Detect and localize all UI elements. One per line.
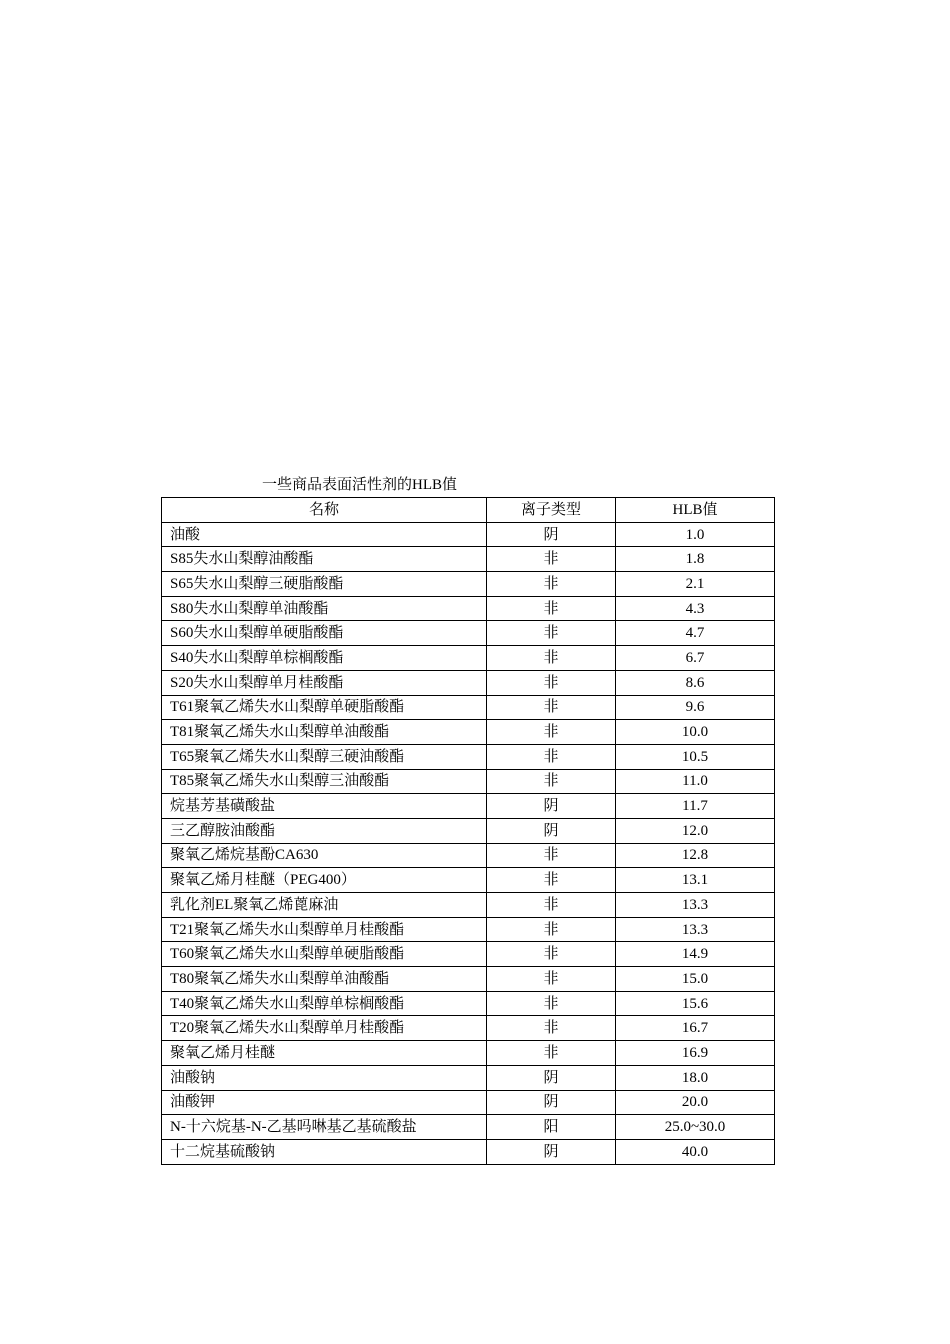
cell-name: 油酸 bbox=[162, 522, 487, 547]
cell-name: 聚氧乙烯月桂醚 bbox=[162, 1041, 487, 1066]
cell-ion-type: 非 bbox=[487, 893, 616, 918]
cell-name: T80聚氧乙烯失水山梨醇单油酸酯 bbox=[162, 967, 487, 992]
cell-name: 聚氧乙烯烷基酚CA630 bbox=[162, 843, 487, 868]
table-row bbox=[162, 967, 775, 992]
cell-ion-type: 阴 bbox=[487, 794, 616, 819]
cell-hlb-value: 11.0 bbox=[616, 769, 775, 794]
cell-name: 乳化剂EL聚氧乙烯蓖麻油 bbox=[162, 893, 487, 918]
cell-hlb-value: 40.0 bbox=[616, 1139, 775, 1164]
table-row bbox=[162, 1016, 775, 1041]
cell-hlb-value: 16.9 bbox=[616, 1041, 775, 1066]
cell-hlb-value: 1.0 bbox=[616, 522, 775, 547]
table-row bbox=[162, 1090, 775, 1115]
cell-ion-type: 非 bbox=[487, 967, 616, 992]
cell-hlb-value: 12.0 bbox=[616, 818, 775, 843]
cell-ion-type: 阴 bbox=[487, 522, 616, 547]
table-row bbox=[162, 868, 775, 893]
table-row bbox=[162, 1115, 775, 1140]
table-row bbox=[162, 769, 775, 794]
cell-hlb-value: 25.0~30.0 bbox=[616, 1115, 775, 1140]
cell-hlb-value: 14.9 bbox=[616, 942, 775, 967]
cell-hlb-value: 9.6 bbox=[616, 695, 775, 720]
cell-name: T85聚氧乙烯失水山梨醇三油酸酯 bbox=[162, 769, 487, 794]
cell-ion-type: 非 bbox=[487, 1016, 616, 1041]
cell-name: T40聚氧乙烯失水山梨醇单棕榈酸酯 bbox=[162, 991, 487, 1016]
cell-ion-type: 非 bbox=[487, 868, 616, 893]
table-row bbox=[162, 720, 775, 745]
cell-hlb-value: 6.7 bbox=[616, 646, 775, 671]
table-row bbox=[162, 794, 775, 819]
table-row bbox=[162, 670, 775, 695]
cell-ion-type: 非 bbox=[487, 769, 616, 794]
cell-ion-type: 非 bbox=[487, 572, 616, 597]
cell-ion-type: 非 bbox=[487, 744, 616, 769]
cell-hlb-value: 13.3 bbox=[616, 893, 775, 918]
cell-hlb-value: 8.6 bbox=[616, 670, 775, 695]
table-row bbox=[162, 1139, 775, 1164]
cell-ion-type: 阴 bbox=[487, 1139, 616, 1164]
table-header-row bbox=[162, 498, 775, 523]
cell-ion-type: 非 bbox=[487, 843, 616, 868]
header-ion-type: 离子类型 bbox=[487, 498, 616, 523]
cell-ion-type: 非 bbox=[487, 646, 616, 671]
table-row bbox=[162, 646, 775, 671]
table-row bbox=[162, 744, 775, 769]
cell-name: S85失水山梨醇油酸酯 bbox=[162, 547, 487, 572]
cell-hlb-value: 10.0 bbox=[616, 720, 775, 745]
cell-ion-type: 非 bbox=[487, 917, 616, 942]
cell-name: T65聚氧乙烯失水山梨醇三硬油酸酯 bbox=[162, 744, 487, 769]
cell-hlb-value: 18.0 bbox=[616, 1065, 775, 1090]
cell-ion-type: 非 bbox=[487, 695, 616, 720]
cell-hlb-value: 4.3 bbox=[616, 596, 775, 621]
cell-name: S80失水山梨醇单油酸酯 bbox=[162, 596, 487, 621]
cell-hlb-value: 20.0 bbox=[616, 1090, 775, 1115]
cell-hlb-value: 10.5 bbox=[616, 744, 775, 769]
cell-ion-type: 非 bbox=[487, 621, 616, 646]
cell-name: T60聚氧乙烯失水山梨醇单硬脂酸酯 bbox=[162, 942, 487, 967]
table-caption: 一些商品表面活性剂的HLB值 bbox=[262, 477, 458, 493]
cell-hlb-value: 1.8 bbox=[616, 547, 775, 572]
cell-name: N-十六烷基-N-乙基吗啉基乙基硫酸盐 bbox=[162, 1115, 487, 1140]
table-row bbox=[162, 843, 775, 868]
cell-name: S20失水山梨醇单月桂酸酯 bbox=[162, 670, 487, 695]
cell-name: S60失水山梨醇单硬脂酸酯 bbox=[162, 621, 487, 646]
cell-ion-type: 阴 bbox=[487, 1090, 616, 1115]
table-row bbox=[162, 1065, 775, 1090]
cell-name: T20聚氧乙烯失水山梨醇单月桂酸酯 bbox=[162, 1016, 487, 1041]
header-hlb-value: HLB值 bbox=[616, 498, 775, 523]
cell-name: 聚氧乙烯月桂醚（PEG400） bbox=[162, 868, 487, 893]
cell-hlb-value: 2.1 bbox=[616, 572, 775, 597]
cell-name: T81聚氧乙烯失水山梨醇单油酸酯 bbox=[162, 720, 487, 745]
cell-name: T21聚氧乙烯失水山梨醇单月桂酸酯 bbox=[162, 917, 487, 942]
header-name: 名称 bbox=[162, 498, 487, 523]
table-row bbox=[162, 893, 775, 918]
cell-name: T61聚氧乙烯失水山梨醇单硬脂酸酯 bbox=[162, 695, 487, 720]
cell-ion-type: 非 bbox=[487, 720, 616, 745]
cell-hlb-value: 4.7 bbox=[616, 621, 775, 646]
cell-ion-type: 阴 bbox=[487, 818, 616, 843]
hlb-table bbox=[161, 497, 775, 1165]
cell-hlb-value: 16.7 bbox=[616, 1016, 775, 1041]
cell-name: 十二烷基硫酸钠 bbox=[162, 1139, 487, 1164]
cell-ion-type: 阴 bbox=[487, 1065, 616, 1090]
cell-name: 油酸钠 bbox=[162, 1065, 487, 1090]
table-row bbox=[162, 621, 775, 646]
cell-ion-type: 非 bbox=[487, 942, 616, 967]
cell-name: S65失水山梨醇三硬脂酸酯 bbox=[162, 572, 487, 597]
cell-name: S40失水山梨醇单棕榈酸酯 bbox=[162, 646, 487, 671]
cell-hlb-value: 13.3 bbox=[616, 917, 775, 942]
table-row bbox=[162, 942, 775, 967]
cell-ion-type: 非 bbox=[487, 670, 616, 695]
cell-name: 油酸钾 bbox=[162, 1090, 487, 1115]
cell-ion-type: 非 bbox=[487, 596, 616, 621]
table-row bbox=[162, 572, 775, 597]
table-row bbox=[162, 991, 775, 1016]
cell-hlb-value: 15.0 bbox=[616, 967, 775, 992]
cell-ion-type: 阳 bbox=[487, 1115, 616, 1140]
table-row bbox=[162, 522, 775, 547]
table-row bbox=[162, 596, 775, 621]
table-row bbox=[162, 695, 775, 720]
cell-name: 烷基芳基磺酸盐 bbox=[162, 794, 487, 819]
table-body bbox=[162, 522, 775, 1164]
cell-hlb-value: 12.8 bbox=[616, 843, 775, 868]
cell-hlb-value: 11.7 bbox=[616, 794, 775, 819]
table-row bbox=[162, 1041, 775, 1066]
table-row bbox=[162, 917, 775, 942]
table-row bbox=[162, 547, 775, 572]
cell-name: 三乙醇胺油酸酯 bbox=[162, 818, 487, 843]
cell-ion-type: 非 bbox=[487, 1041, 616, 1066]
table-row bbox=[162, 818, 775, 843]
cell-ion-type: 非 bbox=[487, 991, 616, 1016]
cell-hlb-value: 15.6 bbox=[616, 991, 775, 1016]
cell-ion-type: 非 bbox=[487, 547, 616, 572]
cell-hlb-value: 13.1 bbox=[616, 868, 775, 893]
